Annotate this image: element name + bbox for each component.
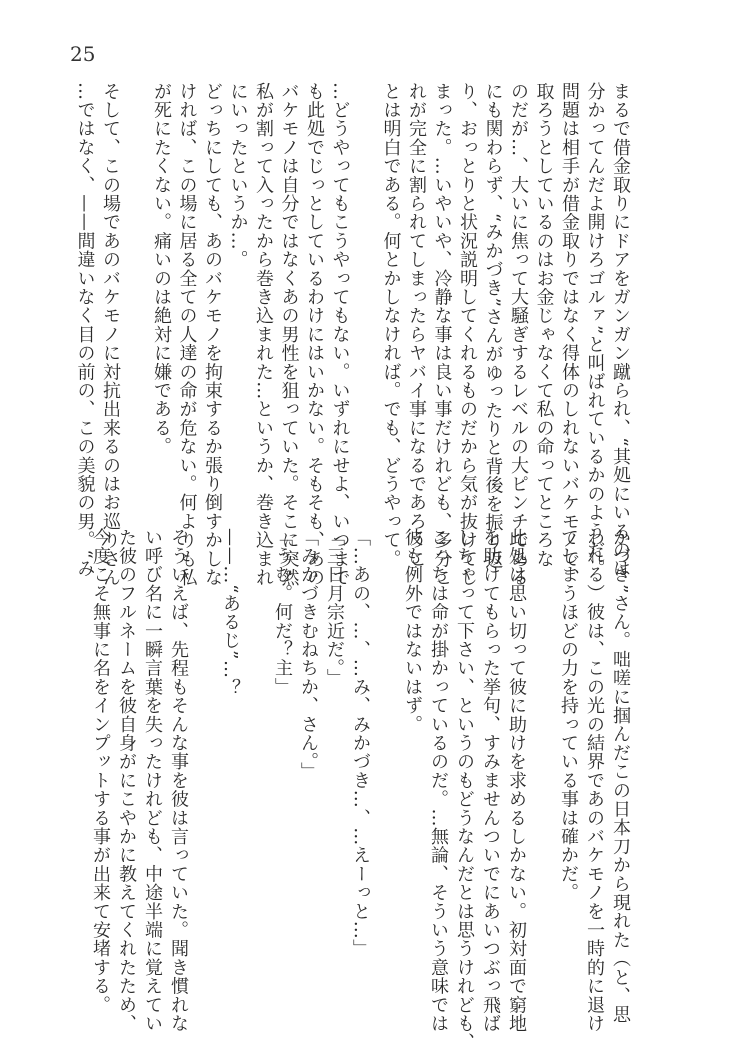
text-line: 彼も例外ではないはず。	[402, 528, 423, 734]
text-block-top	[72, 82, 633, 587]
text-line: こっちは命が掛かっているのだ。…無論、そういう意味では	[428, 528, 449, 1033]
text-line: にも関わらず、“みかづき”さんがゆったりと背後を振り返	[482, 82, 504, 570]
text-line: ——…“あるじ”…？	[220, 528, 241, 698]
text-line: …どうやってもこうやってもない。いずれにせよ、いつまで	[329, 82, 351, 587]
text-line: どっちにしても、あのバケモノを拘束するか張り倒すかしな	[202, 82, 223, 587]
text-line: れが完全に割られてしまったらヤバイ事になるであろうこ	[406, 82, 427, 569]
text-line: た彼のフルネームを彼自身がにこやかに教えてくれたため、	[116, 528, 137, 1033]
text-line: にいったというか…。	[227, 82, 249, 269]
blank-line	[123, 82, 149, 502]
text-line: を助けてもらった挙句、すみませんついでにあいつぶっ飛ば	[480, 528, 501, 1033]
text-line: とは明白である。何とかしなければ。でも、どうやって。	[380, 82, 402, 569]
text-line: かづき”さん。咄嗟に掴んだこの日本刀から現れた（と、思	[610, 528, 631, 1025]
blank-line	[191, 528, 217, 948]
text-line: …ではなく、——間違いなく目の前の、この美貌の男。“み	[74, 82, 96, 579]
blank-line	[353, 82, 379, 502]
text-block-bottom	[87, 528, 633, 1052]
text-line: そういえば、先程もそんな事を彼は言っていた。聞き慣れな	[168, 528, 189, 1033]
blank-line	[529, 528, 555, 948]
text-line: 「…あの、…、…み、みかづき…、…えーっと…」	[350, 528, 371, 959]
text-line: そして、この場であのバケモノに対抗出来るのはお巡りさん	[100, 82, 121, 587]
text-line: が死にたくない。痛いのは絶対に嫌である。	[151, 82, 172, 456]
text-line: 取ろうとしているのはお金じゃなくて私の命ってところな	[533, 82, 555, 569]
text-line: 今度こそ無事に名をインプットする事が出来て安堵する。	[90, 528, 111, 1015]
text-line: われる）彼は、この光の結界であのバケモノを一時的に退け	[584, 528, 605, 1033]
page-number: 25	[70, 42, 96, 66]
blank-line	[243, 528, 269, 948]
text-line: まった。…いやいや、冷静な事は良い事だけれども、多分こ	[431, 82, 453, 587]
text-line: 「三日月宗近だ。」	[324, 528, 345, 688]
text-line: バケモノは自分ではなくあの男性を狙っていた。そこに突然	[278, 82, 300, 587]
blank-line	[373, 528, 399, 948]
text-line: も此処でじっとしているわけにはいかない。そもそも、あの	[304, 82, 325, 587]
text-line: しちゃって下さい、というのもどうなんだとは思うけれども、	[454, 528, 475, 1052]
text-line: 「みかづきむねちか、さん。」	[298, 528, 319, 781]
text-line: てしまうほどの力を持っている事は確かだ。	[558, 528, 579, 902]
text-line: のだが…、大いに焦って大騒ぎするレベルの大ピンチである	[508, 82, 529, 587]
text-line: り、おっとりと状況説明してくれるものだから気が抜けてし	[457, 82, 478, 587]
text-line: ければ、この場に居る全ての人達の命が危ない。何よりも私	[176, 82, 198, 587]
text-line: 此処は思い切って彼に助けを求めるしかない。初対面で窮地	[506, 528, 527, 1033]
text-line: 問題は相手が借金取りではなく得体のしれないバケモノで、	[559, 82, 580, 587]
text-line: 「うむ。何だ？主」	[272, 528, 293, 697]
text-line: 私が割って入ったから巻き込まれた…というか、巻き込まれ	[253, 82, 274, 587]
text-line: 分かってんだよ開けろゴルァ”と叫ばれているかのようだ。	[584, 82, 606, 579]
text-line: まるで借金取りにドアをガンガン蹴られ、“其処にいるのは	[610, 82, 631, 579]
text-line: い呼び名に一瞬言葉を失ったけれども、中途半端に覚えてい	[142, 528, 163, 1033]
